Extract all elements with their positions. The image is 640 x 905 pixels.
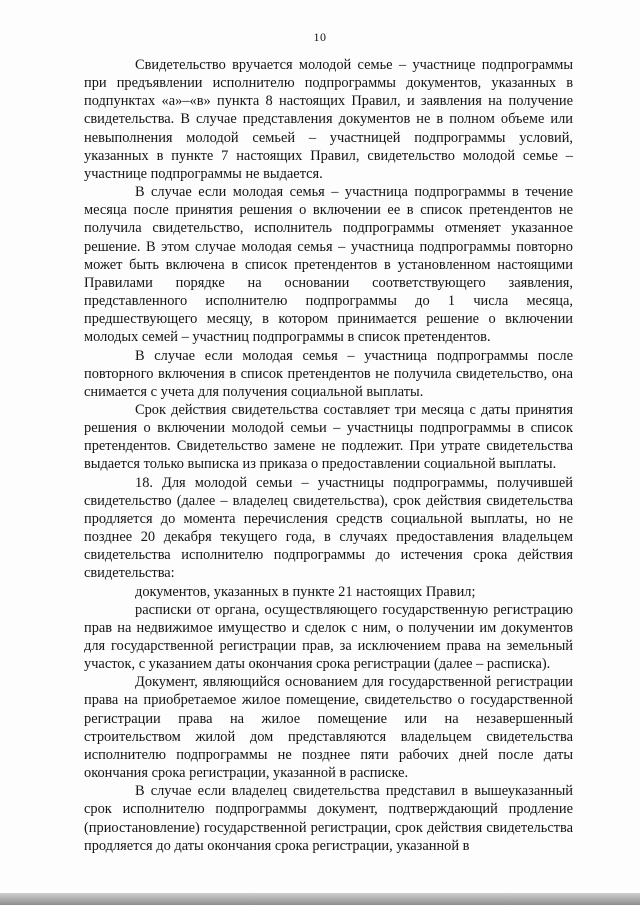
paragraph-receipt-clause: расписки от органа, осуществляющего государственную регистрацию прав на недвижимое имущество и сделок с ним, о получении им документов для государственной регистрации прав, за исключением права на земельный участок, с указанием даты окончания срока регистрации (далее – расписка). [84, 601, 573, 673]
scan-edge-bar [0, 893, 640, 905]
paragraph-registration-document: Документ, являющийся основанием для государственной регистрации права на приобретаемое жилое помещение, свидетельство о государственной регистрации права на жилое помещение или на незавершенный строительством жилой дом представляются владельцем свидетельства исполнителю подпрограммы не позднее пяти рабочих дней после даты окончания срока регистрации, указанной в расписке. [84, 674, 573, 782]
paragraph-certificate-not-received: В случае если молодая семья – участница подпрограммы в течение месяца после принятия решения о включении ее в список претендентов не получила свидетельство, исполнитель подпрограммы отменяет указанное решение. В этом случае молодая семья – участница подпрограммы повторно может быть включена в список претендентов в установленном настоящими Правилами порядке на основании соответствующего заявления, представленного исполнителю подпрограммы до 1 числа месяца, предшествующего месяцу, в котором принимается решение о включении молодых семей – участниц подпрограммы в список претендентов. [84, 184, 573, 346]
paragraph-certificate-issuance: Свидетельство вручается молодой семье – участнице подпрограммы при предъявлении исполнителю подпрограммы документов, указанных в подпунктах «а»–«в» пункта 8 настоящих Правил, и заявления на получение свидетельства. В случае представления документов не в полном объеме или невыполнения молодой семьей – участницей подпрограммы условий, указанных в пункте 7 настоящих Правил, свидетельство молодой семье – участнице подпрограммы не выдается. [84, 57, 573, 182]
paragraph-removal-from-registry: В случае если молодая семья – участница подпрограммы после повторного включения в список претендентов не получила свидетельство, она снимается с учета для получения социальной выплаты. [84, 347, 573, 400]
page-number: 10 [313, 30, 327, 44]
paragraph-extension: В случае если владелец свидетельства представил в вышеуказанный срок исполнителю подпрограммы документ, подтверждающий продление (приостановление) государственной регистрации, срок действия свидетельства продляется до даты окончания срока регистрации, указанной в [84, 783, 573, 854]
paragraph-validity-period: Срок действия свидетельства составляет три месяца с даты принятия решения о включении молодой семьи – участницы подпрограммы в список претендентов. Свидетельство замене не подлежит. При утрате свидетельства выдается только выписка из приказа о предоставлении социальной выплаты. [84, 401, 573, 473]
paragraph-documents-clause: документов, указанных в пункте 21 настоящих Правил; [135, 583, 476, 600]
document-body [84, 56, 573, 855]
paragraph-item-18: 18. Для молодой семьи – участницы подпрограммы, получившей свидетельство (далее – владелец свидетельства), срок действия свидетельства продляется до момента перечисления средств социальной выплаты, но не позднее 20 декабря текущего года, в случаях предоставления владельцем свидетельства исполнителю подпрограммы до истечения срока действия свидетельства: [84, 474, 573, 582]
